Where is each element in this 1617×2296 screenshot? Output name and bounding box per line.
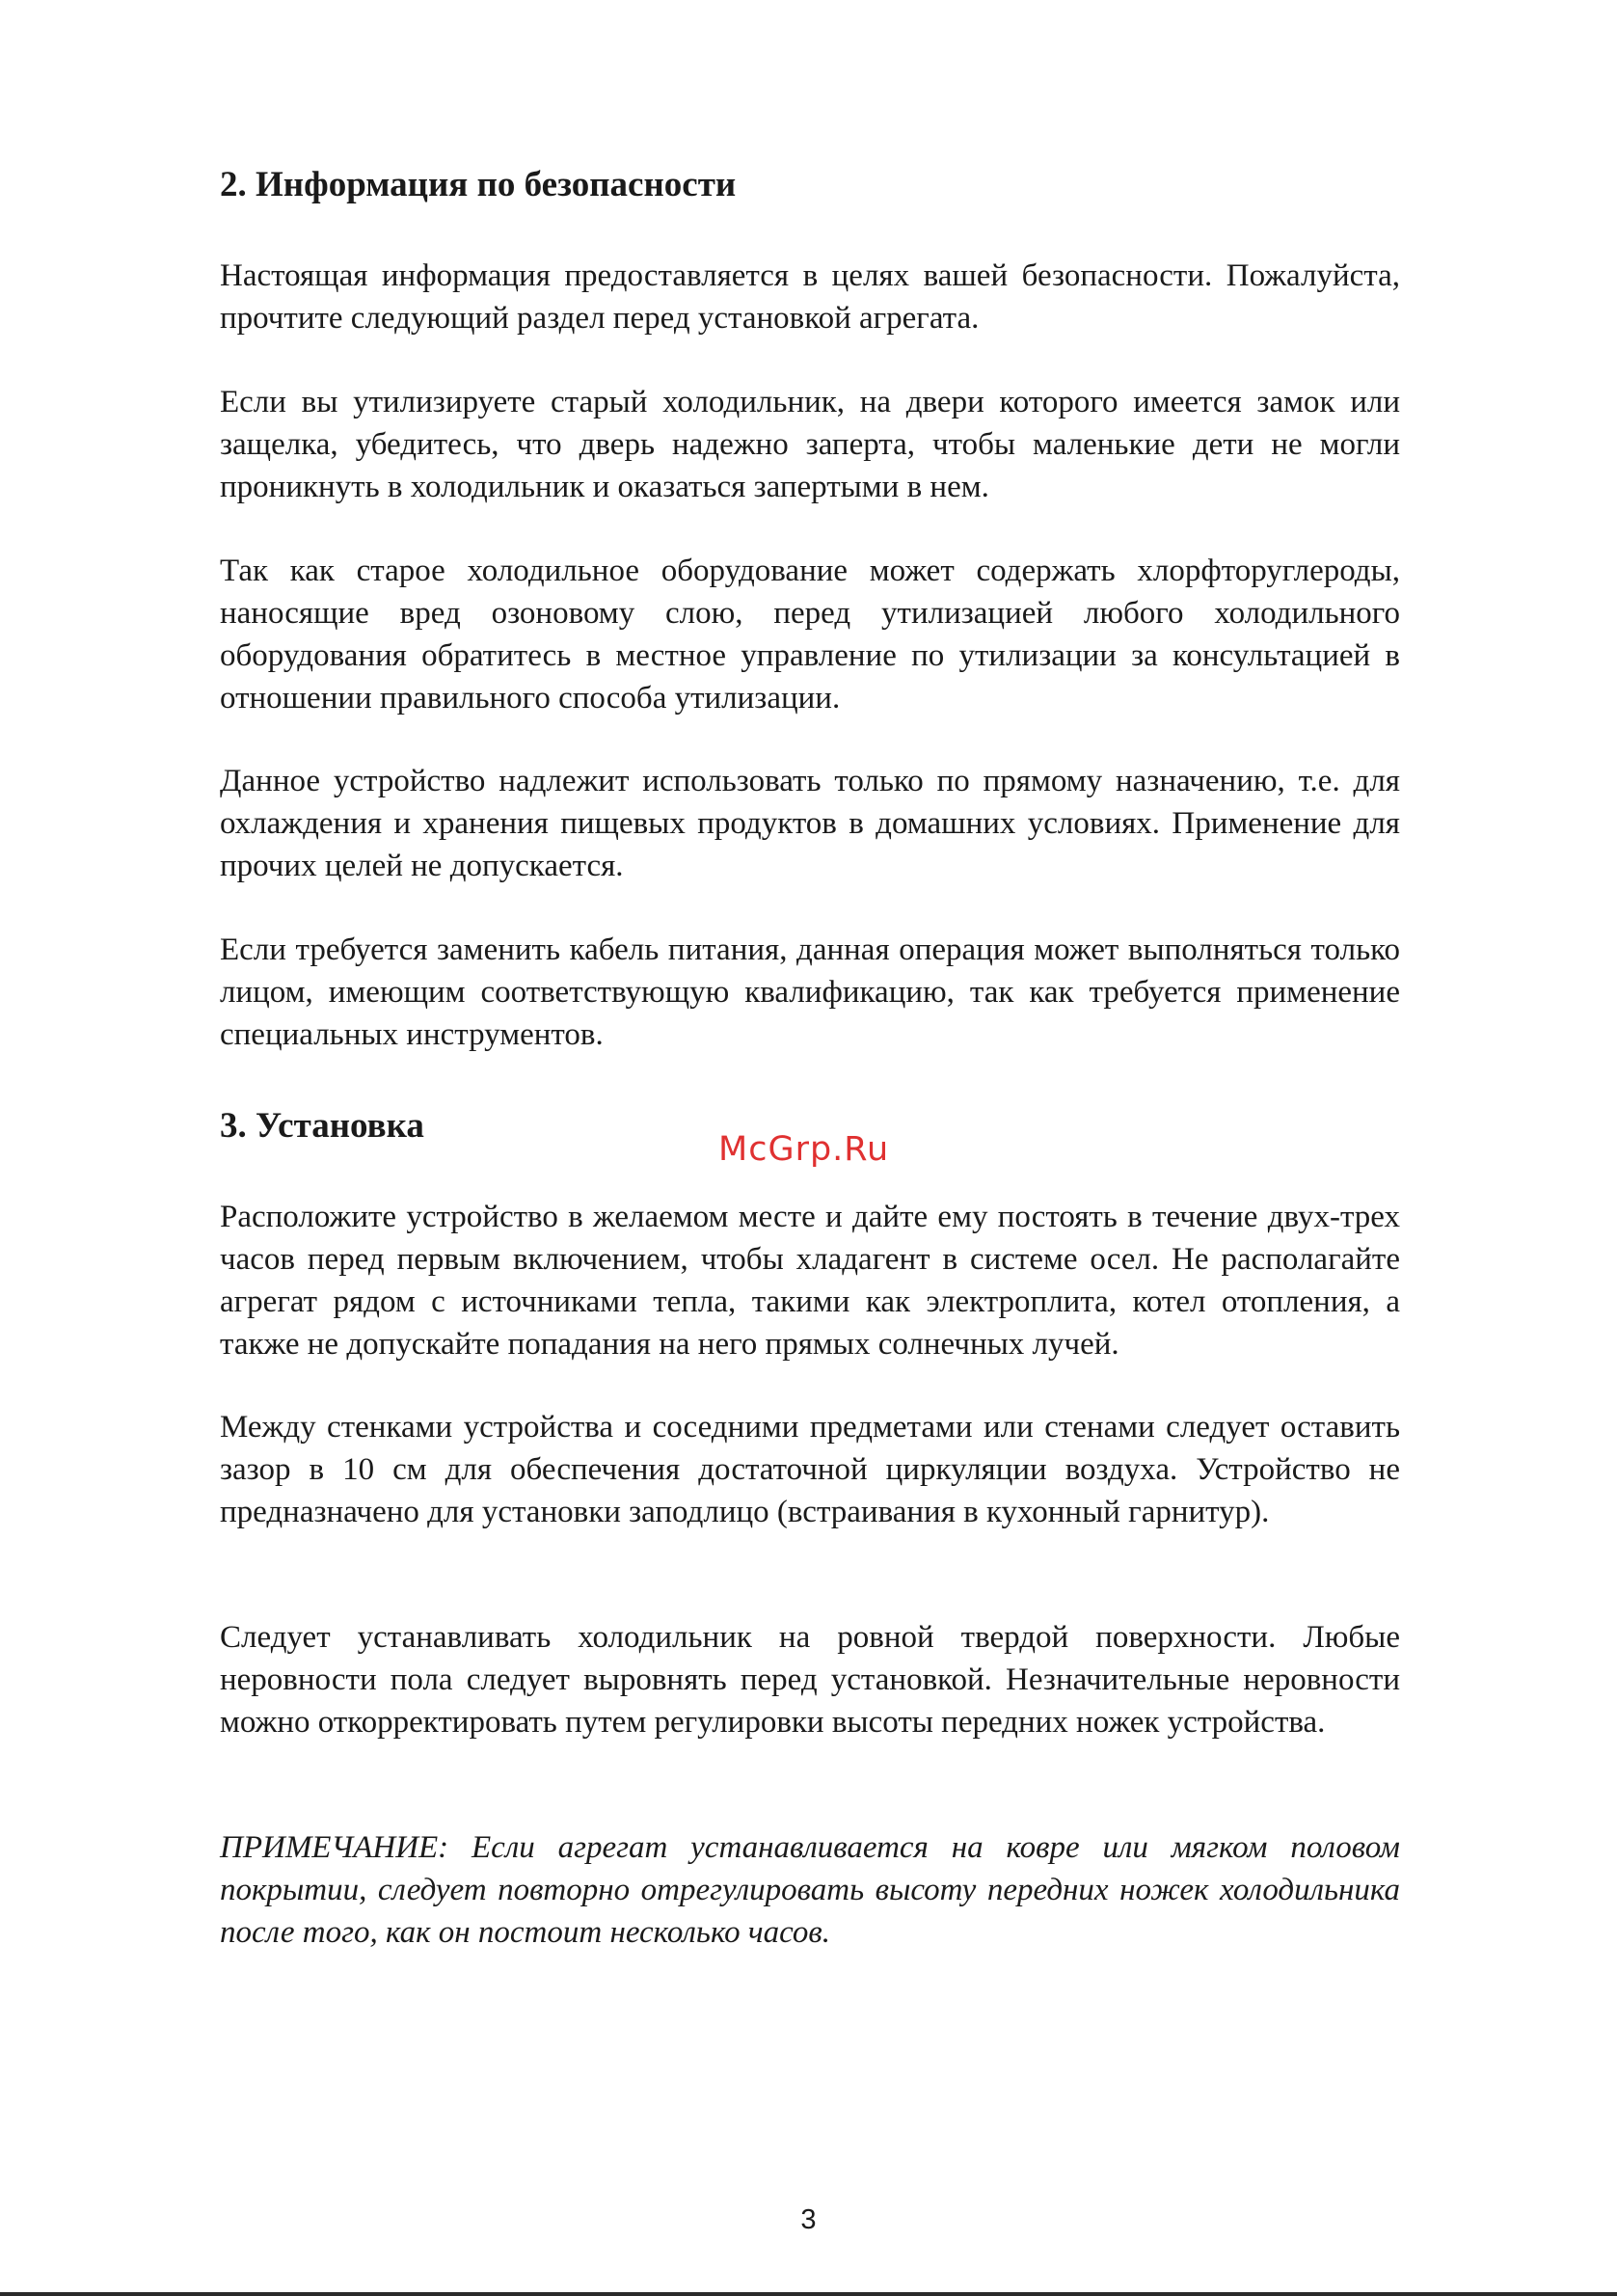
page-number: 3 [800, 2204, 817, 2235]
paragraph-power-cable: Если требуется заменить кабель питания, данная операция может выполняться только лицом, имеющим соответствующую квалификацию, так как требуется применение специальных инструментов. [220, 932, 1400, 1052]
section-heading-safety: 2. Информация по безопасности [220, 165, 737, 204]
watermark-text: McGrp.Ru [718, 1130, 890, 1169]
paragraph-safety-intro: Настоящая информация предоставляется в целях вашей безопасности. Пожалуйста, прочтите следующий раздел перед установкой агрегата. [220, 258, 1400, 336]
bottom-rule [0, 2292, 1617, 2296]
paragraph-intended-use: Данное устройство надлежит использовать только по прямому назначению, т.е. для охлаждения и хранения пищевых продуктов в домашних условиях. Применение для прочих целей не допускается. [220, 764, 1400, 883]
paragraph-cfc-disposal: Так как старое холодильное оборудование может содержать хлорфторуглероды, наносящие вред озоновому слою, перед утилизацией любого холодильного оборудования обратитесь в местное управление по утилизации за консультацией в отношении правильного способа утилизации. [220, 554, 1400, 716]
paragraph-level-surface: Следует устанавливать холодильник на ровной твердой поверхности. Любые неровности пола следует выровнять перед установкой. Незначительные неровности можно откорректировать путем регулировки высоты передних ножек устройства. [220, 1620, 1400, 1740]
paragraph-old-fridge-lock: Если вы утилизируете старый холодильник, на двери которого имеется замок или защелка, убедитесь, что дверь надежно заперта, чтобы маленькие дети не могли проникнуть в холодильник и оказаться запертыми в нем. [220, 385, 1400, 504]
paragraph-placement: Расположите устройство в желаемом месте и дайте ему постоять в течение двух-трех часов перед первым включением, чтобы хладагент в системе осел. Не располагайте агрегат рядом с источниками тепла, такими как электроплита, котел отопления, а также не допускайте попадания на него прямых солнечных лучей. [220, 1200, 1400, 1362]
section-heading-installation: 3. Установка [220, 1106, 424, 1146]
paragraph-clearance: Между стенками устройства и соседними предметами или стенами следует оставить зазор в 10 см для обеспечения достаточной циркуляции воздуха. Устройство не предназначено для установки заподлицо (встраивания в кухонный гарнитур). [220, 1410, 1400, 1529]
paragraph-note-carpet: ПРИМЕЧАНИЕ: Если агрегат устанавливается на ковре или мягком половом покрытии, следует повторно отрегулировать высоту передних ножек холодильника после того, как он постоит несколько часов. [220, 1830, 1400, 1950]
